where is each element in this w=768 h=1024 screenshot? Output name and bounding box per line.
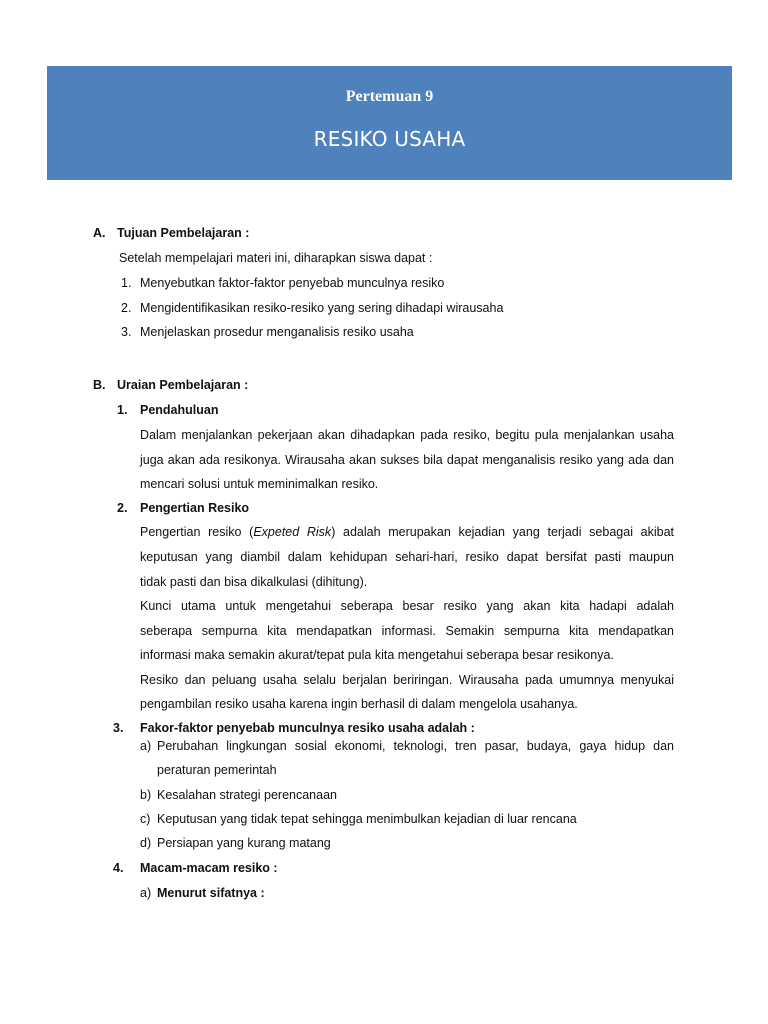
- paragraph-line: Resiko dan peluang usaha selalu berjalan beriringan. Wirausaha pada umumnya menyukai: [140, 673, 674, 687]
- subsection-title: Pengertian Resiko: [140, 501, 250, 515]
- list-marker: a): [140, 886, 152, 900]
- title-banner: [47, 66, 732, 180]
- text-run: ) adalah merupakan kejadian yang terjadi sebagai akibat: [331, 525, 675, 539]
- subsection-number: 4.: [113, 861, 124, 875]
- objective-item: Menyebutkan faktor-faktor penyebab munculnya resiko: [140, 276, 445, 290]
- subsection-number: 2.: [117, 501, 128, 515]
- section-a-title: Tujuan Pembelajaran :: [117, 226, 250, 240]
- page-title: RESIKO USAHA: [313, 127, 466, 151]
- list-item-line: Perubahan lingkungan sosial ekonomi, teknologi, tren pasar, budaya, gaya hidup dan: [157, 739, 674, 753]
- paragraph-line: seberapa sempurna kita mendapatkan informasi. Semakin sempurna kita mendapatkan: [140, 624, 674, 638]
- list-marker: c): [140, 812, 151, 826]
- list-item-line: Keputusan yang tidak tepat sehingga menimbulkan kejadian di luar rencana: [157, 812, 577, 826]
- list-item-line: Kesalahan strategi perencanaan: [157, 788, 337, 802]
- objective-item: Menjelaskan prosedur menganalisis resiko usaha: [140, 325, 414, 339]
- section-b-title: Uraian Pembelajaran :: [117, 378, 249, 392]
- italic-term: Expeted Risk: [253, 525, 332, 539]
- paragraph-line: Kunci utama untuk mengetahui seberapa besar resiko yang akan kita hadapi adalah: [140, 599, 674, 613]
- section-b-label: B.: [93, 378, 106, 392]
- paragraph-line: informasi maka semakin akurat/tepat pula kita mengetahui seberapa besar resikonya.: [140, 648, 614, 662]
- objective-number: 1.: [121, 276, 132, 290]
- subsection-title: Pendahuluan: [140, 403, 219, 417]
- paragraph-line: mencari solusi untuk meminimalkan resiko.: [140, 477, 379, 491]
- section-a-intro: Setelah mempelajari materi ini, diharapkan siswa dapat :: [119, 251, 433, 265]
- subsection-title: Macam-macam resiko :: [140, 861, 278, 875]
- objective-item: Mengidentifikasikan resiko-resiko yang sering dihadapi wirausaha: [140, 301, 504, 315]
- paragraph-line: tidak pasti dan bisa dikalkulasi (dihitung).: [140, 575, 368, 589]
- paragraph-line: keputusan yang diambil dalam kehidupan sehari-hari, resiko dapat bersifat pasti maupun: [140, 550, 674, 564]
- section-a-label: A.: [93, 226, 106, 240]
- subsection-number: 3.: [113, 721, 124, 735]
- list-item-line: peraturan pemerintah: [157, 763, 277, 777]
- text-run: Pengertian resiko (: [140, 525, 254, 539]
- paragraph-line: juga akan ada resikonya. Wirausaha akan sukses bila dapat menganalisis resiko yang ada dan: [140, 453, 674, 467]
- subsection-title: Fakor-faktor penyebab munculnya resiko usaha adalah :: [140, 721, 475, 735]
- paragraph-line: [140, 525, 674, 539]
- objective-number: 3.: [121, 325, 132, 339]
- list-item-line: Menurut sifatnya :: [157, 886, 265, 900]
- paragraph-line: pengambilan resiko usaha karena ingin berhasil di dalam mengelola usahanya.: [140, 697, 578, 711]
- list-item-line: Persiapan yang kurang matang: [157, 836, 331, 850]
- list-marker: d): [140, 836, 152, 850]
- subsection-number: 1.: [117, 403, 128, 417]
- meeting-label: Pertemuan 9: [345, 88, 434, 105]
- paragraph-line: Dalam menjalankan pekerjaan akan dihadapkan pada resiko, begitu pula menjalankan usaha: [140, 428, 674, 442]
- list-marker: a): [140, 739, 152, 753]
- objective-number: 2.: [121, 301, 132, 315]
- list-marker: b): [140, 788, 152, 802]
